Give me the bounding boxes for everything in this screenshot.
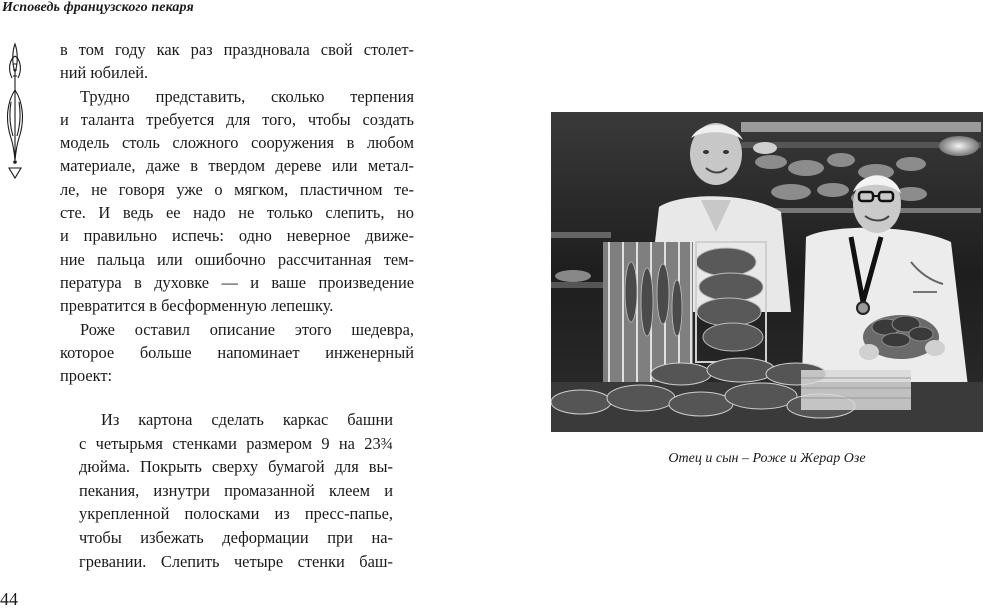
- quote-line: гревании. Слепить четыре стенки баш-: [79, 551, 393, 571]
- paragraph-line: пература в духовке — и ваше произведение: [60, 272, 414, 292]
- paragraph-line: ле, не говоря уже о мягком, пластичном те-: [60, 179, 414, 199]
- photo-caption: Отец и сын – Роже и Жерар Озе: [668, 451, 866, 466]
- quote-line: чтобы избежать деформации при на-: [79, 527, 393, 547]
- body-text: [60, 38, 414, 387]
- paragraph-line: и таланта требуется для того, чтобы создать: [60, 109, 414, 129]
- running-head: Исповедь французского пекаря: [2, 0, 194, 15]
- paragraph-line: Роже оставил описание этого шедевра,: [80, 319, 414, 339]
- paragraph-line: которое больше напоминает инженерный: [60, 342, 414, 362]
- recipe-quote: [79, 408, 393, 573]
- bakers-photo: [551, 112, 983, 432]
- quote-line: пекания, изнутри промазанной клеем и: [79, 480, 393, 500]
- paragraph-line: ний юбилей.: [60, 63, 149, 83]
- paragraph-line: материале, даже в твердом дереве или метал-: [60, 156, 414, 176]
- paragraph-line: и правильно испечь: одно неверное движе-: [60, 226, 414, 246]
- quote-line: дюйма. Покрыть сверху бумагой для вы-: [79, 457, 393, 477]
- paragraph-line: ние пальца или ошибочно рассчитанная тем-: [60, 249, 414, 269]
- paragraph-line: Трудно представить, сколько терпения: [80, 86, 414, 106]
- quote-line: Из картона сделать каркас башни: [101, 410, 393, 429]
- wheat-ear-icon: [3, 42, 27, 182]
- paragraph-line: превратится в бесформенную лепешку.: [60, 296, 334, 316]
- quote-line: укрепленной полосками из пресс-папье,: [79, 504, 393, 524]
- quote-line: с четырьмя стенками размером 9 на 23¾: [79, 433, 393, 453]
- page-number: 44: [0, 589, 18, 609]
- paragraph-line: сте. И ведь ее надо не только слепить, но: [60, 203, 414, 223]
- paragraph-line: модель столь сложного сооружения в любом: [60, 133, 414, 153]
- paragraph-line: проект:: [60, 366, 113, 386]
- paragraph-line: в том году как раз праздновала свой столет-: [60, 40, 414, 59]
